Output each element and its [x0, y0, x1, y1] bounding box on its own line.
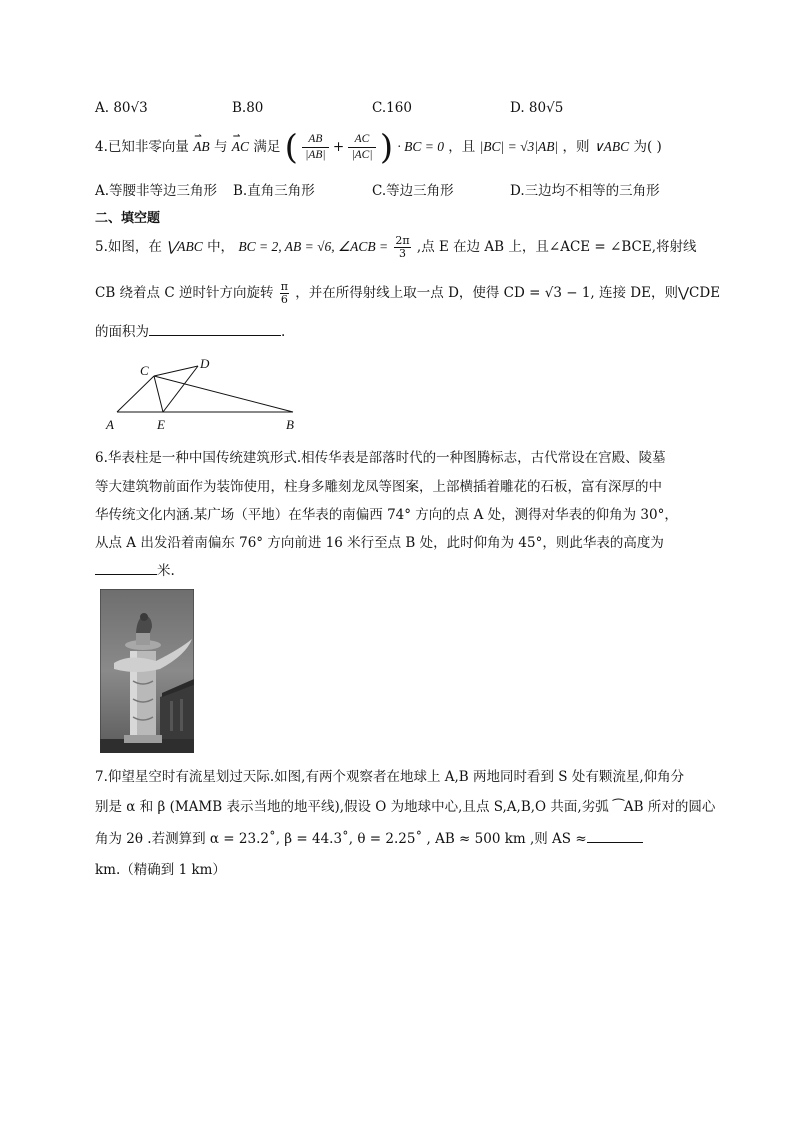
q5-rotate-den: 6: [280, 293, 288, 306]
q5-l1-triangle: ⋁ABC: [166, 239, 203, 254]
label-d: D: [200, 356, 210, 371]
q4-frac-ac-den: |AC|: [351, 149, 373, 161]
q4-left-paren: (: [284, 127, 298, 168]
q3-option-a: A. 80√3: [95, 100, 148, 116]
label-a: A: [106, 417, 114, 432]
q3-option-d: D. 80√5: [510, 100, 564, 116]
q4-condition: |BC| = √3|AB|: [479, 139, 559, 154]
q6-line-4: 从点 A 出发沿着南偏东 76° 方向前进 16 米行至点 B 处，此时仰角为 45°，则此华表的高度为: [95, 535, 664, 551]
q7-line-4: km.（精确到 1 km）: [95, 862, 226, 878]
q4-with: 与: [213, 139, 228, 155]
q4-frac-ab-num: AB: [302, 132, 328, 148]
q4-vector-ac: ⇀ AC: [232, 132, 249, 162]
q5-angle-den: 3: [398, 247, 406, 260]
q7-line-3: [95, 828, 643, 849]
segment-cb: [154, 376, 293, 412]
q4-option-c: C.等边三角形: [372, 183, 454, 199]
q5-angle-num: 2π: [395, 234, 410, 247]
q5-l3-end: .: [281, 324, 286, 340]
q4-satisfy: 满足: [253, 139, 281, 155]
q5-triangle-figure: [100, 352, 310, 434]
q5-line-2: [95, 279, 720, 307]
q6-answer-blank[interactable]: [95, 560, 157, 575]
q4-stem: [95, 127, 662, 168]
q5-l3: 的面积为: [95, 324, 149, 340]
section-title: 二、填空题: [95, 211, 161, 226]
q4-frac-ab-den: |AB|: [305, 149, 326, 161]
q7-l3-text: 角为 2θ .若测算到 α = 23.2˚, β = 44.3˚, θ = 2.25˚ , AB ≈ 500 km ,则 AS ≈: [95, 831, 587, 847]
q5-angle-fraction: [394, 235, 410, 260]
q4-vector-ab: ⇀ AB: [193, 132, 210, 162]
q4-fraction-ab: [302, 132, 328, 163]
q4-option-d: D.三边均不相等的三角形: [510, 183, 660, 199]
q4-then: ，则: [562, 139, 590, 155]
q3-option-c: C.160: [372, 100, 412, 116]
q4-fraction-ac: [348, 132, 375, 163]
q4-right-paren: ): [379, 127, 394, 168]
q4-dot-bc: · BC = 0: [397, 139, 444, 154]
q5-answer-blank[interactable]: [149, 321, 281, 336]
q4-option-a: A.等腰非等边三角形: [95, 183, 218, 199]
q5-l2-b: ，并在所得射线上取一点 D，使得 CD = √3 − 1, 连接 DE，则⋁CDE: [295, 285, 721, 301]
q7-line-1: 7.仰望星空时有流星划过天际.如图,有两个观察者在地球上 A,B 两地同时看到 S 处有颗流星,仰角分: [95, 769, 685, 785]
q4-stem-start: 4.已知非零向量: [95, 139, 189, 155]
q5-line-1: [95, 232, 696, 262]
q6-line-5: [95, 560, 175, 581]
q4-plus: +: [332, 139, 345, 155]
segment-ac: [117, 376, 154, 412]
q4-and: ，且: [448, 139, 476, 155]
huabiao-photo: [100, 589, 194, 753]
q4-triangle: ∨ABC: [593, 139, 630, 154]
q6-line-1: 6.华表柱是一种中国传统建筑形式.相传华表是部落时代的一种图腾标志，古代常设在宫殿、陵墓: [95, 450, 666, 466]
q5-rotate-num: π: [280, 280, 288, 293]
q5-l1-given: BC = 2, AB = √6, ∠ACB =: [238, 239, 389, 254]
label-c: C: [140, 363, 149, 378]
q5-l1-b: 中，: [207, 239, 235, 255]
q4-frac-ac-num: AC: [348, 132, 375, 148]
q5-l1-c: ,点 E 在边 AB 上，且∠ACE = ∠BCE,将射线: [416, 239, 697, 255]
q6-l5-end: 米.: [157, 563, 175, 579]
q4-end: 为( ): [633, 139, 662, 155]
label-e: E: [157, 417, 165, 432]
label-b: B: [286, 417, 294, 432]
q5-rotate-fraction: [280, 281, 289, 306]
q7-line-2: 别是 α 和 β (MAMB 表示当地的地平线),假设 O 为地球中心,且点 S,A,B,O 共面,劣弧 ⁀AB 所对的圆心: [95, 799, 716, 815]
q5-l2-a: CB 绕着点 C 逆时针方向旋转: [95, 285, 274, 301]
q3-option-b: B.80: [232, 100, 264, 116]
q5-l1-a: 5.如图，在: [95, 239, 162, 255]
q4-option-b: B.直角三角形: [233, 183, 315, 199]
segment-ce: [154, 376, 163, 412]
q5-line-3: [95, 321, 285, 342]
q6-line-3: 华传统文化内涵.某广场（平地）在华表的南偏西 74° 方向的点 A 处，测得对华表的仰角为 30°，: [95, 507, 678, 523]
q6-line-2: 等大建筑物前面作为装饰使用，柱身多雕刻龙凤等图案，上部横插着雕花的石板，富有深厚的中: [95, 479, 662, 495]
q7-answer-blank[interactable]: [587, 828, 643, 843]
